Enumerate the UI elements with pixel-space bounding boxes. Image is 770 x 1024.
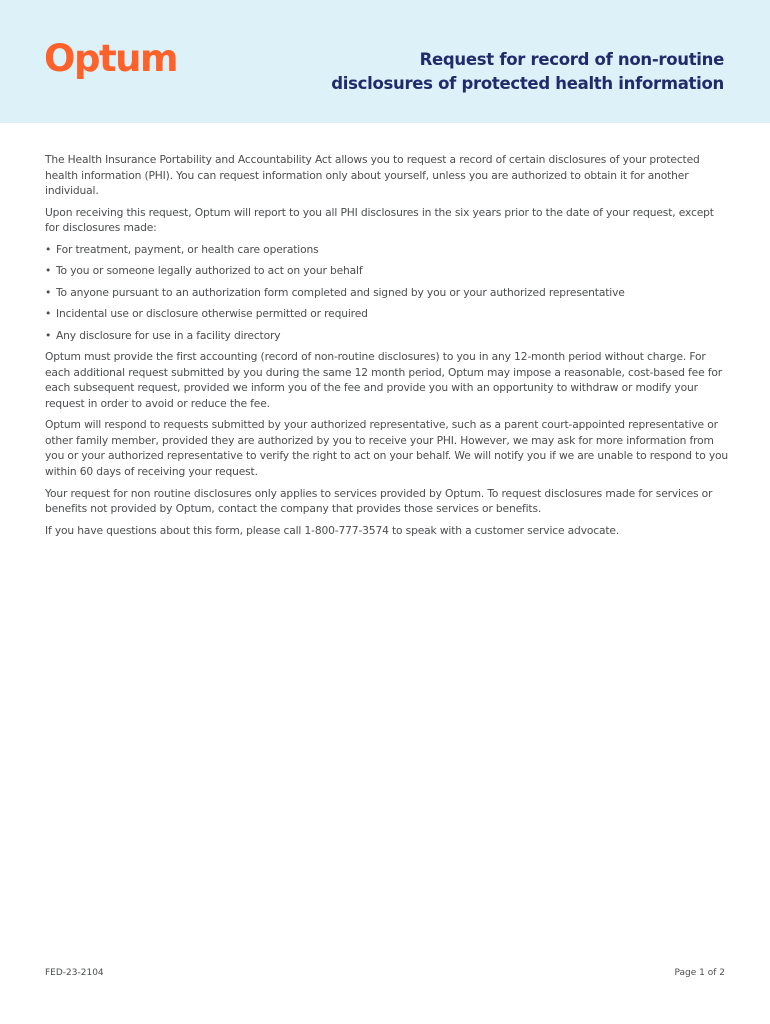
page-number: Page 1 of 2 — [674, 968, 725, 978]
scope-paragraph: Your request for non routine disclosures only applies to services provided by Optum. To request disclosures made for services or benefits not provided by Optum, contact the company that provides those services or benefits. — [45, 486, 713, 516]
document-title-line-1: Request for record of non-routine — [419, 50, 724, 69]
optum-logo: Optum — [44, 37, 178, 80]
document-body — [45, 152, 730, 544]
contact-paragraph: If you have questions about this form, please call 1-800-777-3574 to speak with a customer service advocate. — [45, 523, 620, 537]
document-title-line-2: disclosures of protected health information — [331, 74, 724, 93]
header-band — [0, 0, 770, 123]
exception-item: • Incidental use or disclosure otherwise permitted or required — [45, 306, 730, 322]
exception-item: • Any disclosure for use in a facility directory — [45, 328, 730, 344]
report-statement-paragraph: Upon receiving this request, Optum will report to you all PHI disclosures in the six years prior to the date of your request, except for disclosures made: — [45, 205, 714, 235]
exception-item: • To anyone pursuant to an authorization form completed and signed by you or your authorized representative — [45, 285, 730, 301]
document-title — [304, 48, 724, 96]
exceptions-list — [45, 242, 730, 343]
form-code: FED-23-2104 — [45, 968, 104, 978]
representative-paragraph: Optum will respond to requests submitted by your authorized representative, such as a parent court-appointed representative or other family member, provided they are authorized by you to receive your PHI. However, we may ask for more information from you or your authorized representative to verify the right to act on your behalf. We will notify you if we are unable to respond to you within 60 days of receiving your request. — [45, 418, 729, 479]
exception-item: • To you or someone legally authorized to act on your behalf — [45, 263, 730, 279]
fee-paragraph: Optum must provide the first accounting (record of non-routine disclosures) to you in any 12-month period without charge. For each additional request submitted by you during the same 12 month period, Optum may impose a reasonable, cost-based fee for each subsequent request, provided we inform you of the fee and provide you with an opportunity to withdraw or modify your request in order to avoid or reduce the fee. — [45, 349, 723, 410]
intro-paragraph: The Health Insurance Portability and Accountability Act allows you to request a record of certain disclosures of your protected health information (PHI). You can request information only about yourself, unless you are authorized to obtain it for another individual. — [45, 153, 700, 198]
exception-item: • For treatment, payment, or health care operations — [45, 242, 730, 258]
